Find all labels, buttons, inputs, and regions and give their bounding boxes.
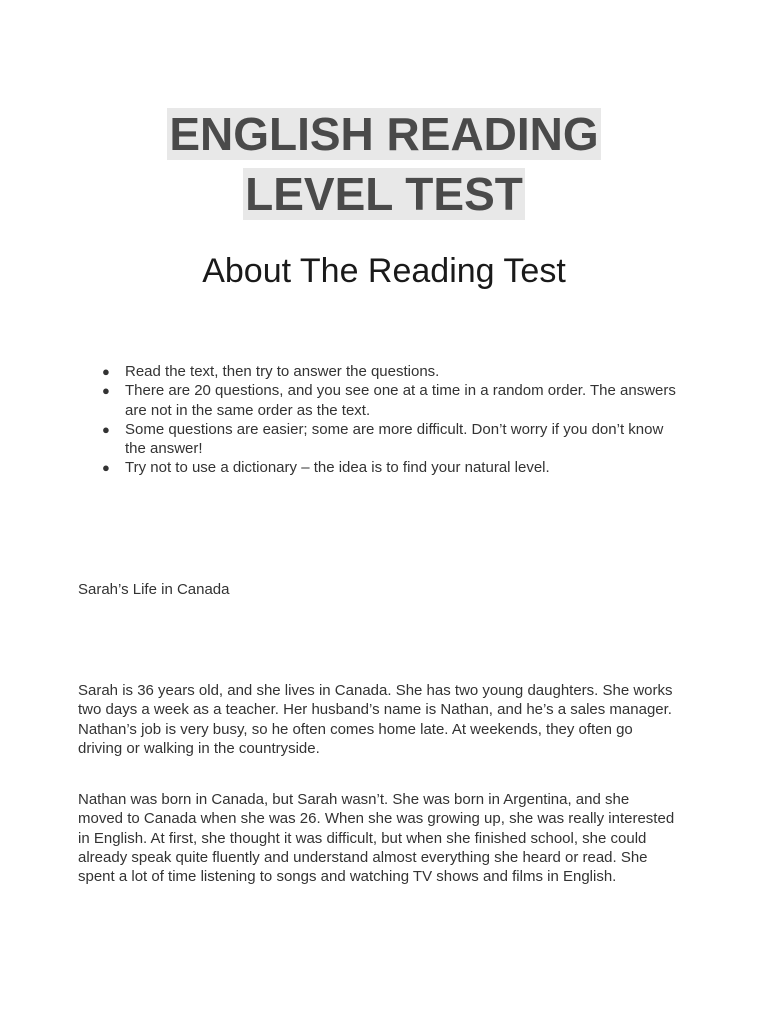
bullet-dot-icon: ● bbox=[102, 364, 110, 379]
list-item-text: Read the text, then try to answer the questions. bbox=[125, 363, 440, 380]
list-item bbox=[78, 381, 688, 420]
title-line-2: LEVEL TEST bbox=[245, 168, 523, 220]
bullet-dot-icon: ● bbox=[102, 383, 110, 399]
bullet-dot-icon: ● bbox=[102, 460, 110, 476]
body-paragraph-1: Sarah is 36 years old, and she lives in Canada. She has two young daughters. She works two days a week as a teacher. Her husband’s name is Nathan, and he’s a sales manager. Nathan’s job is very busy, so he often comes home late. At weekends, they often go driving or walking in the countryside. bbox=[78, 682, 673, 757]
list-item bbox=[78, 458, 688, 477]
bullet-dot-icon: ● bbox=[102, 421, 110, 437]
instructions-list bbox=[78, 362, 688, 478]
list-item-text: Try not to use a dictionary – the idea is to find your natural level. bbox=[125, 459, 550, 477]
section-heading: Sarah’s Life in Canada bbox=[78, 581, 230, 598]
page-title bbox=[0, 104, 768, 224]
page-subtitle: About The Reading Test bbox=[202, 252, 566, 290]
list-item-text: Some questions are easier; some are more difficult. Don’t worry if you don’t know the answer! bbox=[125, 420, 664, 458]
list-item-text: There are 20 questions, and you see one at a time in a random order. The answers are not in the same order as the text. bbox=[125, 382, 676, 419]
list-item bbox=[78, 420, 688, 459]
list-item bbox=[78, 362, 688, 381]
title-line-1: ENGLISH READING bbox=[169, 108, 599, 160]
body-paragraph-2: Nathan was born in Canada, but Sarah wasn’t. She was born in Argentina, and she moved to Canada when she was 26. When she was growing up, she was really interested in English. At first, she thought it was difficult, but when she finished school, she could already speak quite fluently and understand almost everything she heard or read. She spent a lot of time listening to songs and watching TV shows and films in English. bbox=[78, 791, 675, 886]
